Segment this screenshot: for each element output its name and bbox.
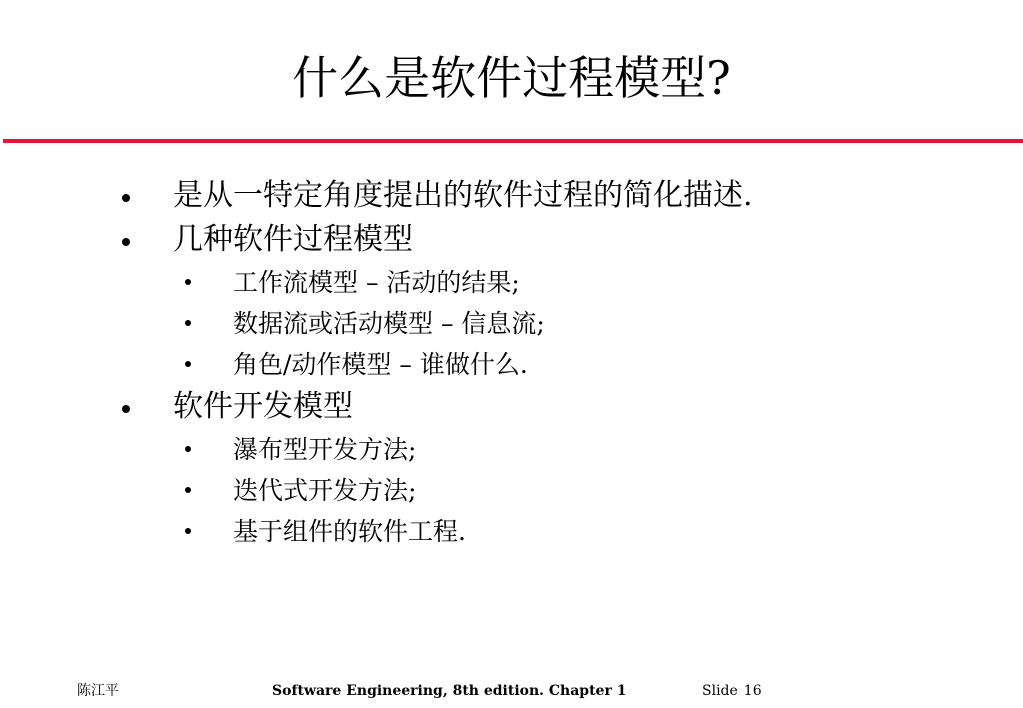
sub-bullet-dot-icon	[185, 487, 191, 493]
bullet-dot-icon	[122, 405, 130, 413]
sub-bullet-item	[115, 511, 995, 552]
sub-bullet-dot-icon	[185, 528, 191, 534]
sub-bullet-text: 角色/动作模型 – 谁做什么.	[233, 350, 528, 379]
sub-bullet-item	[115, 429, 995, 470]
sub-bullet-dot-icon	[185, 361, 191, 367]
bullet-text: 是从一特定角度提出的软件过程的简化描述.	[173, 178, 753, 213]
slide-label: Slide	[702, 683, 738, 699]
footer-author: 陈江平	[77, 683, 119, 699]
sub-bullet-text: 迭代式开发方法;	[233, 476, 417, 505]
sub-bullet-text: 工作流模型 – 活动的结果;	[233, 268, 520, 297]
sub-bullet-text: 数据流或活动模型 – 信息流;	[233, 309, 545, 338]
sub-bullet-item	[115, 470, 995, 511]
bullet-text: 软件开发模型	[173, 389, 353, 424]
footer-slide-number	[702, 682, 762, 700]
sub-bullet-dot-icon	[185, 446, 191, 452]
slide-number: 16	[743, 683, 762, 699]
bullet-text: 几种软件过程模型	[173, 222, 413, 257]
sub-bullet-dot-icon	[185, 320, 191, 326]
bullet-list	[115, 174, 995, 552]
footer-book-title: Software Engineering, 8th edition. Chapter 1	[272, 683, 627, 699]
sub-bullet-text: 瀑布型开发方法;	[233, 435, 417, 464]
slide-title: 什么是软件过程模型?	[292, 51, 731, 105]
bullet-item	[115, 218, 995, 262]
sub-bullet-item	[115, 344, 995, 385]
bullet-dot-icon	[122, 194, 130, 202]
bullet-dot-icon	[122, 238, 130, 246]
sub-bullet-text: 基于组件的软件工程.	[233, 517, 466, 546]
sub-bullet-item	[115, 303, 995, 344]
title-divider	[3, 139, 1023, 143]
bullet-item	[115, 174, 995, 218]
sub-bullet-dot-icon	[185, 279, 191, 285]
sub-bullet-item	[115, 262, 995, 303]
bullet-item	[115, 385, 995, 429]
